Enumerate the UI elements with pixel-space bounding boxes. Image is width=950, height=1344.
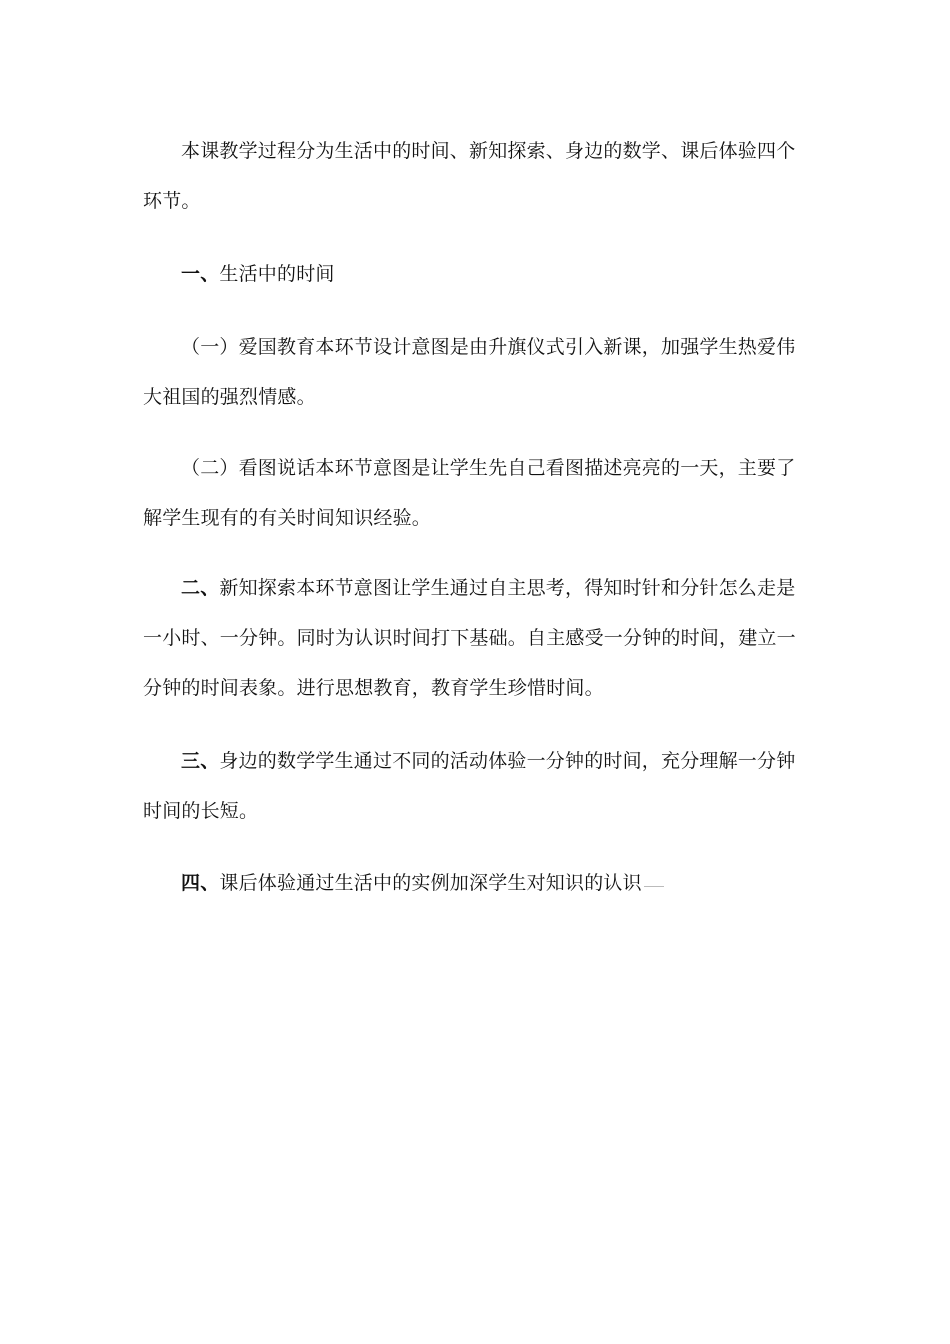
section1-heading — [143, 249, 808, 299]
section2-text: 新知探索本环节意图让学生通过自主思考，得知时针和分针怎么走是一小时、一分钟。同时为认识时间打下基础。自主感受一分钟的时间，建立一分钟的时间表象。进行思想教育，教育学生珍惜时间。 — [143, 577, 796, 699]
section1-number: 一、 — [181, 263, 220, 285]
section2-number: 二、 — [181, 577, 220, 599]
section1-title: 生活中的时间 — [219, 263, 335, 285]
section3-number: 三、 — [181, 750, 220, 772]
section4-text: 课后体验通过生活中的实例加深学生对知识的认识 — [219, 872, 642, 894]
section3-paragraph — [143, 736, 808, 836]
subsection2-paragraph — [143, 443, 808, 543]
section4-paragraph — [143, 858, 808, 908]
intro-paragraph — [143, 126, 808, 226]
subsection2-text: （二）看图说话本环节意图是让学生先自己看图描述亮亮的一天，主要了解学生现有的有关时间知识经验。 — [143, 457, 796, 529]
section2-paragraph — [143, 563, 808, 713]
trailing-underline — [644, 886, 664, 887]
section3-text: 身边的数学学生通过不同的活动体验一分钟的时间，充分理解一分钟时间的长短。 — [143, 750, 796, 822]
subsection1-paragraph — [143, 322, 808, 422]
intro-text: 本课教学过程分为生活中的时间、新知探索、身边的数学、课后体验四个环节。 — [143, 140, 796, 212]
section4-number: 四、 — [181, 872, 220, 894]
subsection1-text: （一）爱国教育本环节设计意图是由升旗仪式引入新课，加强学生热爱伟大祖国的强烈情感。 — [143, 336, 796, 408]
